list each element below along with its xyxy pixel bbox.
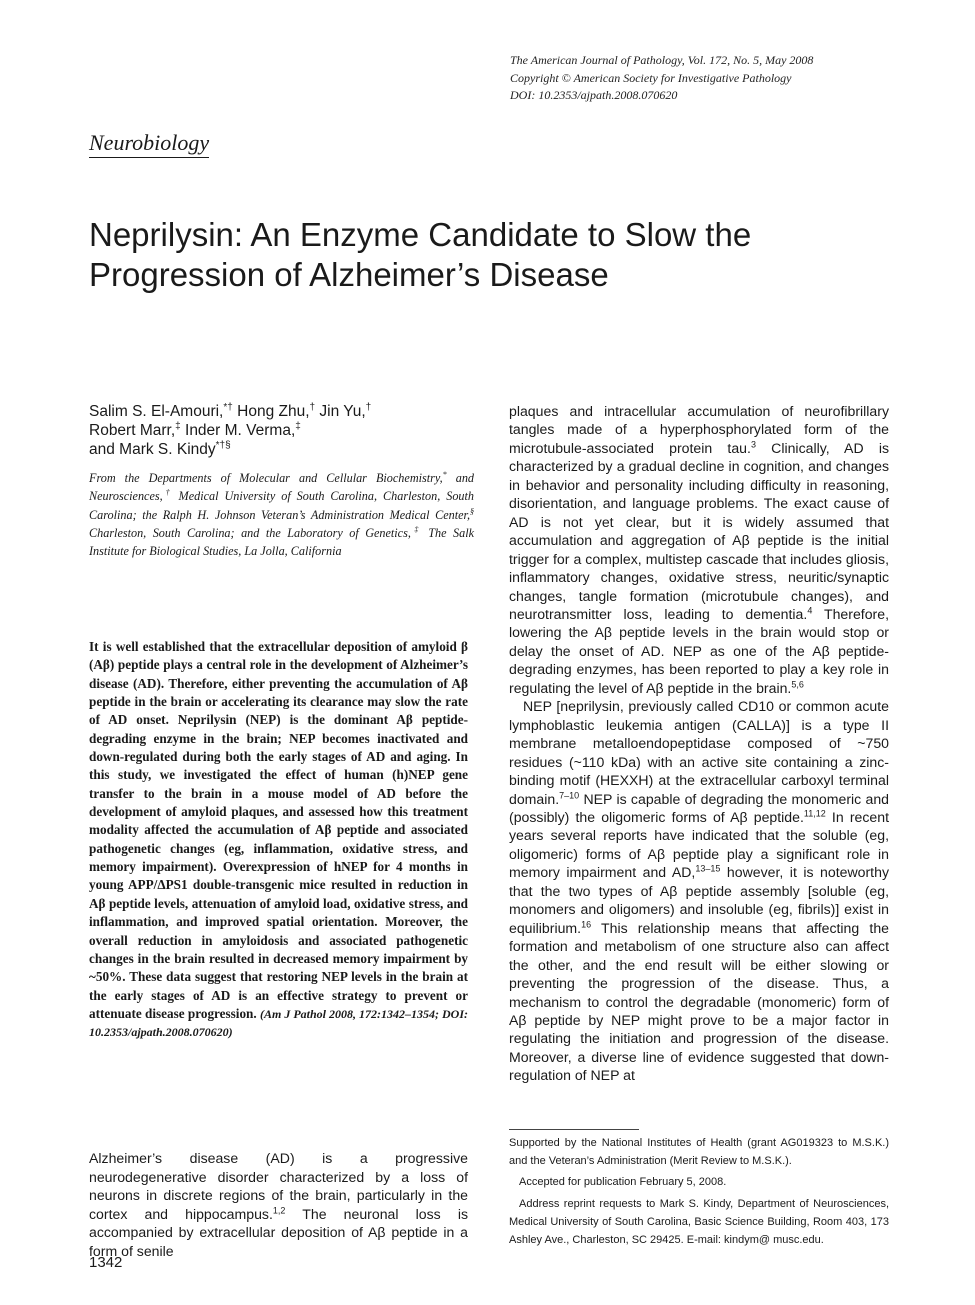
author-name: Robert Marr, (89, 422, 176, 439)
body-text: NEP [neprilysin, previously called CD10 or common acute lymphoblastic leukemia antigen (CALLA)] is a type II membrane metalloendopeptidase composed of ~750 residues (~110 kDa) with an active site containing a zinc-binding motif (HEXXH) at the extracellular carboxyl terminal domain. (509, 698, 889, 807)
body-text: Therefore, lowering the Aβ peptide levels in the brain would stop or delay the onset of AD. NEP as one of the Aβ peptide-degrading enzymes, has been reported to play a key role in regulating the level of Aβ peptide in the brain. (509, 605, 889, 696)
author-name: Inder M. Verma, (180, 422, 296, 439)
author-name: Salim S. El-Amouri, (89, 403, 224, 420)
page-number: 1342 (89, 1254, 123, 1271)
footnotes (509, 1134, 889, 1249)
body-paragraph (509, 402, 889, 697)
affiliation-text: Medical University of South Carolina, Charleston, South Carolina; the Ralph H. Johnson Veteran’s Administration Medical Center, (89, 489, 474, 522)
footnote-divider (509, 1129, 639, 1130)
journal-header (510, 52, 930, 105)
affiliation-text: and Neurosciences, (89, 471, 475, 504)
body-text: Clinically, AD is characterized by a gradual decline in cognition, and changes in behavior and personality including difficulty in reasoning, disorientation, and language problems. The exact cause of AD is not yet clear, but it is widely assumed that accumulation and aggregation of Aβ peptide is the initial trigger for a complex, multistep cascade that includes gliosis, inflammatory changes, oxidative stress, neuritic/synaptic changes, tangle formation (microtubule changes), and neurotransmitter loss, leading to dementia. (509, 439, 890, 622)
article-title: Neprilysin: An Enzyme Candidate to Slow the Progression of Alzheimer’s Disease (89, 216, 752, 293)
body-text: NEP is capable of degrading the monomeric and (possibly) the oligomeric forms of Aβ peptide. (509, 790, 889, 825)
journal-citation: The American Journal of Pathology, Vol. 172, No. 5, May 2008 (510, 53, 814, 67)
body-text: This relationship means that affecting the formation and metabolism of one structure also can affect the other, and the end result will be either slowing or preventing the progression of the disease. Thus, a mechanism to control the degradable (monomeric) form of Aβ peptide by NEP might prove to be a major factor in regulating the initiation and progression of the disease. Moreover, a diverse line of evidence suggested that down-regulation of NEP at (509, 919, 889, 1084)
affiliation-mark: † (162, 488, 173, 498)
accepted-date-note: Accepted for publication February 5, 2008. (519, 1176, 727, 1189)
affiliation-mark: § (470, 506, 474, 516)
reprint-request-note: Address reprint requests to Mark S. Kindy, Department of Neurosciences, Medical University of South Carolina, Basic Science Building, Room 403, 173 Ashley Ave., Charleston, SC 29425. E-mail: kindym@ musc.edu. (509, 1197, 889, 1247)
author-marks: † (309, 401, 316, 413)
affiliation-text: The Salk Institute for Biological Studies, La Jolla, California (89, 525, 475, 559)
body-paragraph (89, 1149, 468, 1261)
author-marks: *†§ (215, 439, 231, 451)
author-name: and Mark S. Kindy (89, 441, 216, 458)
abstract-text: It is well established that the extracellular deposition of amyloid β (Aβ) peptide plays a central role in the development of Alzheimer’s disease (AD). Therefore, either preventing the accumulation of Aβ peptide in the brain or accelerating its clearance may slow the rate of AD onset. Neprilysin (NEP) is the dominant Aβ peptide-degrading enzyme in the brain; NEP becomes inactivated and down-regulated during both the early stages of AD and aging. In this study, we investigated the effect of human (h)NEP gene transfer to the brain in a mouse model of AD before the development of amyloid plaques, and assessed how this treatment modality affected the accumulation of Aβ peptide and associated pathogenetic changes (eg, inflammation, oxidative stress, and memory impairment). Overexpression of hNEP for 4 months in young APP/ΔPS1 double-transgenic mice resulted in reduction in Aβ peptide levels, attenuation of amyloid load, oxidative stress, and inflammation, and improved spatial orientation. Moreover, the overall reduction in amyloidosis and associated pathogenetic changes in the brain resulted in decreased memory impairment by ~50%. These data suggest that restoring NEP levels in the brain at the early stages of AD is an effective strategy to prevent or attenuate disease progression. (89, 639, 468, 1021)
author-marks: ‡ (175, 420, 181, 432)
author-marks: † (365, 401, 372, 413)
section-label: Neurobiology (89, 130, 209, 158)
body-text: however, it is noteworthy that the two types of Aβ peptide assembly [soluble (eg, monomers and oligomers) and insoluble (eg, fibrils)] exist in equilibrium. (509, 864, 889, 936)
reference-mark: 11,12 (803, 808, 826, 819)
affiliation-mark: * (442, 469, 447, 479)
abstract (89, 638, 468, 1042)
body-text: plaques and intracellular accumulation of neurofibrillary tangles made of a hyperphosphorylated form of the microtubule-associated protein tau. (509, 403, 889, 456)
affiliations (89, 469, 474, 560)
body-column-left (89, 1149, 468, 1261)
author-list (89, 402, 489, 459)
reference-mark: 16 (581, 919, 592, 929)
reference-mark: 3 (750, 439, 756, 450)
author-marks: ‡ (295, 420, 301, 432)
affiliation-text: From the Departments of Molecular and Cellular Biochemistry, (89, 471, 443, 485)
body-paragraph (509, 697, 889, 1085)
doi-line: DOI: 10.2353/ajpath.2008.070620 (510, 88, 678, 102)
body-text: The neuronal loss is accompanied by extracellular deposition of Aβ peptide in a form of senile (89, 1205, 468, 1259)
affiliation-text: Charleston, South Carolina; and the Laboratory of Genetics, (89, 525, 411, 540)
reference-mark: 13–15 (695, 863, 721, 874)
author-name: Jin Yu, (315, 403, 366, 420)
reference-mark: 5,6 (791, 679, 804, 690)
body-column-right (509, 402, 889, 1085)
reference-mark: 4 (807, 605, 813, 616)
author-marks: *† (223, 401, 233, 413)
copyright-line: Copyright © American Society for Investigative Pathology (510, 70, 792, 85)
affiliation-mark: ‡ (410, 524, 422, 534)
author-name: Hong Zhu, (232, 403, 310, 420)
abstract-citation: (Am J Pathol 2008, 172:1342–1354; DOI: 10.2353/ajpath.2008.070620) (89, 1006, 469, 1040)
body-text: Alzheimer’s disease (AD) is a progressive neurodegenerative disorder characterized by a loss of neurons in discrete regions of the brain, particularly in the cortex and hippocampus. (89, 1150, 468, 1222)
reference-mark: 7–10 (559, 789, 580, 800)
body-text: In recent years several reports have indicated that the soluble (eg, oligomeric) forms of Aβ peptide play a significant role in memory impairment and AD, (509, 808, 889, 881)
reference-mark: 1,2 (272, 1205, 286, 1216)
funding-note: Supported by the National Institutes of Health (grant AG019323 to M.S.K.) and the Veteran’s Administration (Merit Review to M.S.K.). (509, 1137, 889, 1168)
